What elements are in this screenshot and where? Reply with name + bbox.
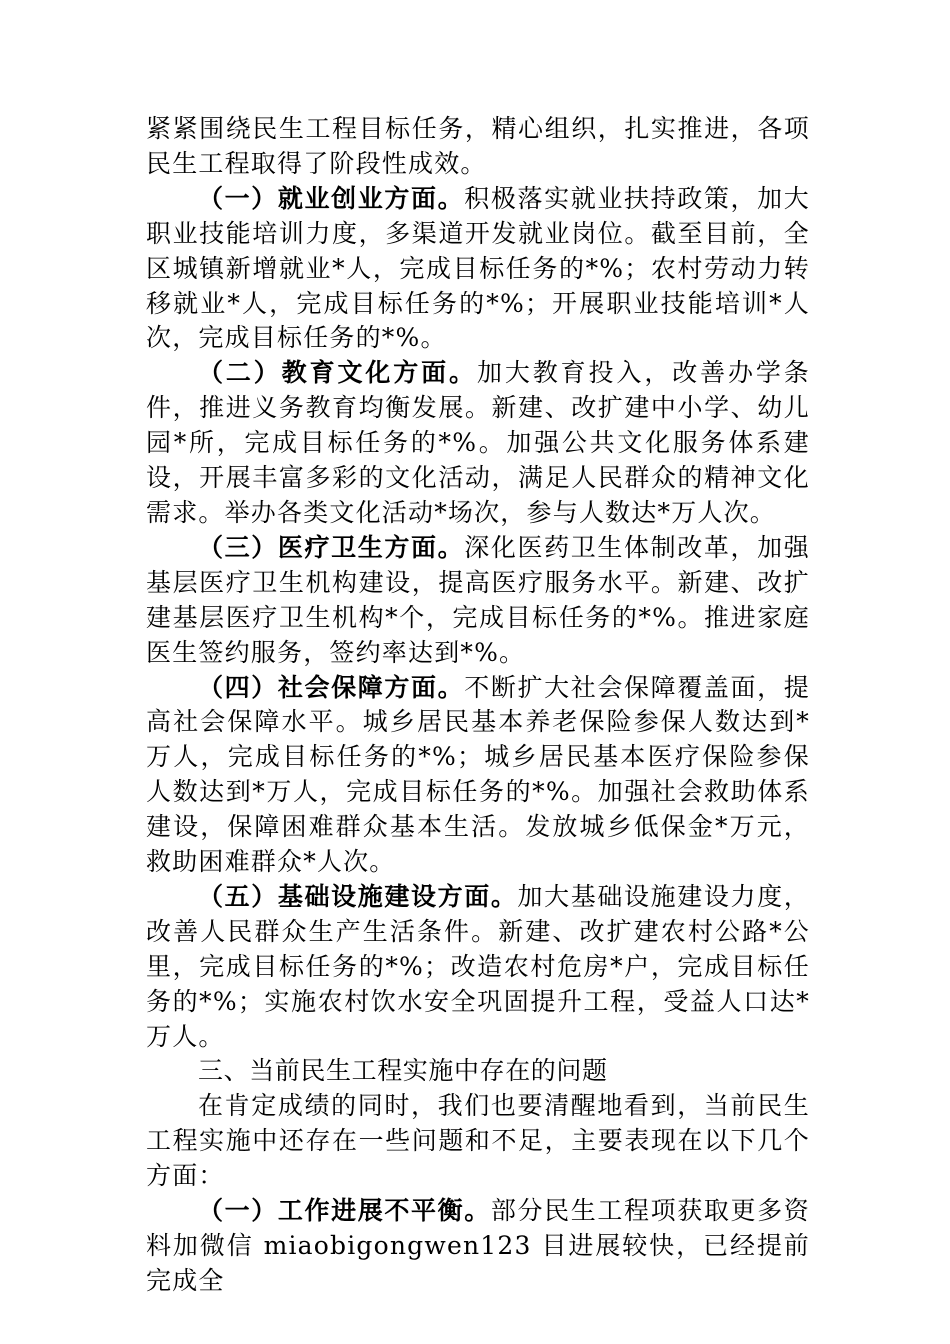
paragraph-infrastructure-text: 加大基础设施建设力度，改善人民群众生产生活条件。新建、改扩建农村公路*公里，完成目标任务的*%；改造农村危房*户，完成目标任务的*%；实施农村饮水安全巩固提升工程，受益人口达*万人。 [146,881,811,1051]
paragraph-infrastructure [146,880,810,1055]
paragraph-employment-text: 积极落实就业扶持政策，加大职业技能培训力度，多渠道开发就业岗位。截至目前，全区城镇新增就业*人，完成目标任务的*%；农村劳动力转移就业*人，完成目标任务的*%；开展职业技能培训*人次，完成目标任务的*%。 [146,183,810,353]
paragraph-education-text: 加大教育投入，改善办学条件，推进义务教育均衡发展。新建、改扩建中小学、幼儿园*所，完成目标任务的*%。加强公共文化服务体系建设，开展丰富多彩的文化活动，满足人民群众的精神文化需求。举办各类文化活动*场次，参与人数达*万人次。 [146,358,810,527]
paragraph-social-security-text: 不断扩大社会保障覆盖面，提高社会保障水平。城乡居民基本养老保险参保人数达到*万人，完成目标任务的*%；城乡居民基本医疗保险参保人数达到*万人，完成目标任务的*%。加强社会救助体系建设，保障困难群众基本生活。发放城乡低保金*万元，救助困难群众*人次。 [146,672,810,877]
section-lead-infrastructure: （五）基础设施建设方面。 [198,881,518,911]
paragraph-employment [146,182,810,357]
paragraph-health-text: 深化医药卫生体制改革，加强基层医疗卫生机构建设，提高医疗服务水平。新建、改扩建基层医疗卫生机构*个，完成目标任务的*%。推进家庭医生签约服务，签约率达到*%。 [146,532,810,667]
section-lead-employment: （一）就业创业方面。 [198,183,465,213]
paragraph-problems-intro [146,1089,810,1194]
paragraph-social-security [146,671,810,880]
section-lead-uneven-progress: （一）工作进展不平衡。 [198,1196,491,1226]
paragraph-health [146,531,810,671]
paragraph-intro-text: 紧紧围绕民生工程目标任务，精心组织，扎实推进，各项民生工程取得了阶段性成效。 [146,114,810,178]
paragraph-education [146,356,810,531]
document-body [146,112,810,1299]
paragraph-uneven-progress-text: 部分民生工程项获取更多资料加微信 miaobigongwen123 目进展较快，已经提前完成全 [146,1196,811,1295]
section-lead-social-security: （四）社会保障方面。 [198,672,465,702]
paragraph-uneven-progress [146,1194,810,1299]
paragraph-problems-intro-text: 在肯定成绩的同时，我们也要清醒地看到，当前民生工程实施中还存在一些问题和不足，主要表现在以下几个方面： [146,1091,810,1191]
section-lead-education: （二）教育文化方面。 [198,358,477,388]
section-heading-problems: 三、当前民生工程实施中存在的问题 [198,1056,608,1086]
paragraph-intro [146,112,810,182]
section-lead-health: （三）医疗卫生方面。 [198,532,465,562]
